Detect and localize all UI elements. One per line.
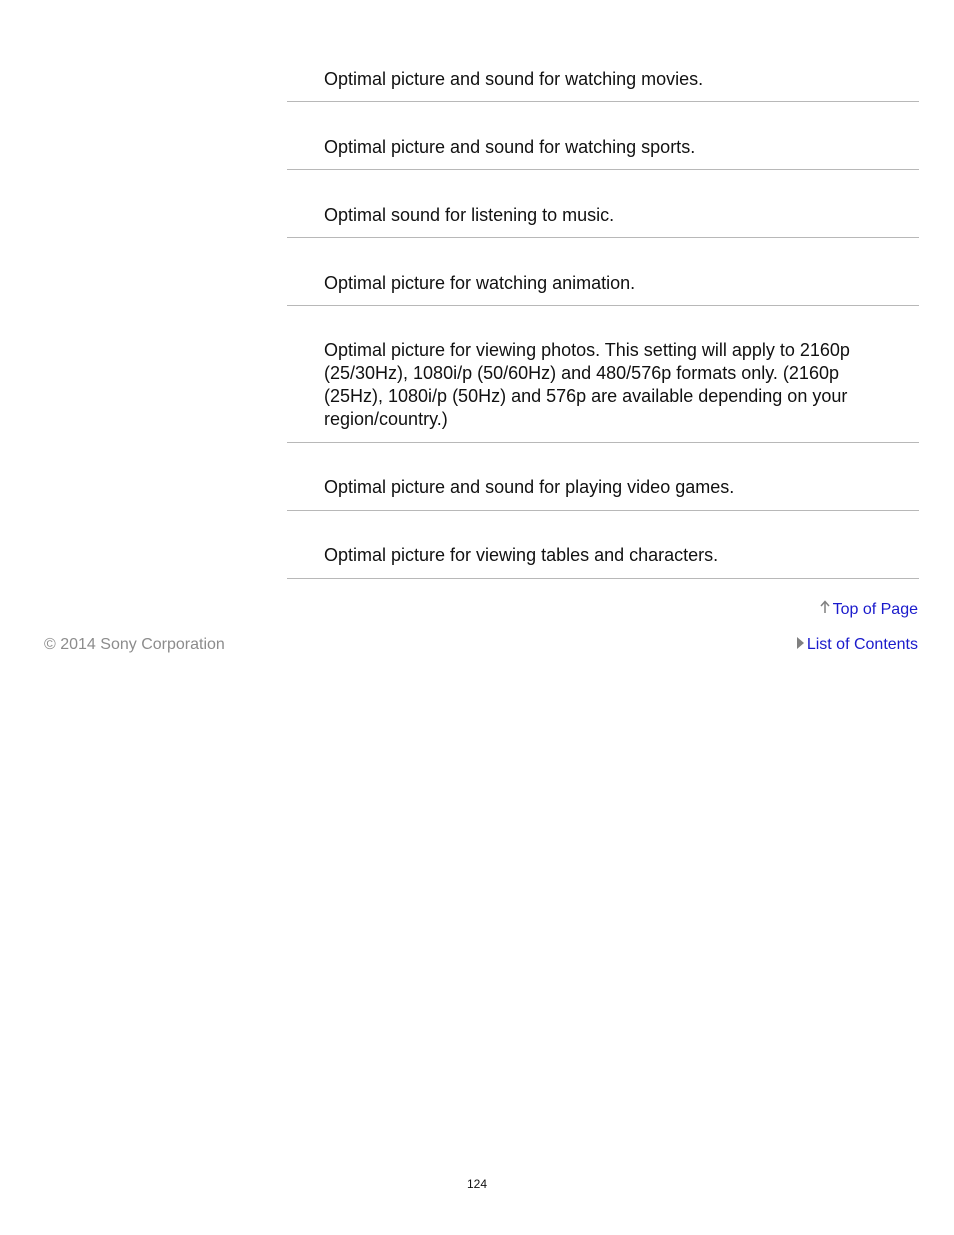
page-number: 124 <box>466 1177 488 1191</box>
list-item-text: Optimal picture for watching animation. <box>324 273 636 293</box>
list-item <box>287 238 919 306</box>
list-item-text: Optimal picture and sound for playing video games. <box>324 477 735 497</box>
triangle-right-icon <box>797 635 804 655</box>
settings-description-list <box>287 34 919 579</box>
list-item-text: Optimal picture and sound for watching movies. <box>324 69 704 89</box>
list-item <box>287 102 919 170</box>
list-item-text: Optimal sound for listening to music. <box>324 205 615 225</box>
list-item <box>287 34 919 102</box>
list-item-text: Optimal picture and sound for watching sports. <box>324 137 696 157</box>
list-item-text: Optimal picture for viewing photos. This setting will apply to 2160p (25/30Hz), 1080i/p (50/60Hz) and 480/576p formats only. (2160p (25Hz), 1080i/p (50Hz) and 576p are available depending on your region/country.) <box>324 340 850 429</box>
top-of-page-label[interactable]: Top of Page <box>832 601 918 619</box>
list-item <box>287 443 919 511</box>
top-of-page-link[interactable] <box>820 600 918 620</box>
list-of-contents-label[interactable]: List of Contents <box>806 636 918 654</box>
list-item <box>287 511 919 579</box>
up-arrow-icon <box>820 600 830 620</box>
list-item <box>287 170 919 238</box>
list-item-text: Optimal picture for viewing tables and characters. <box>324 545 719 565</box>
list-item <box>287 306 919 443</box>
copyright-notice: © 2014 Sony Corporation <box>44 636 225 653</box>
list-of-contents-link[interactable] <box>797 635 918 655</box>
